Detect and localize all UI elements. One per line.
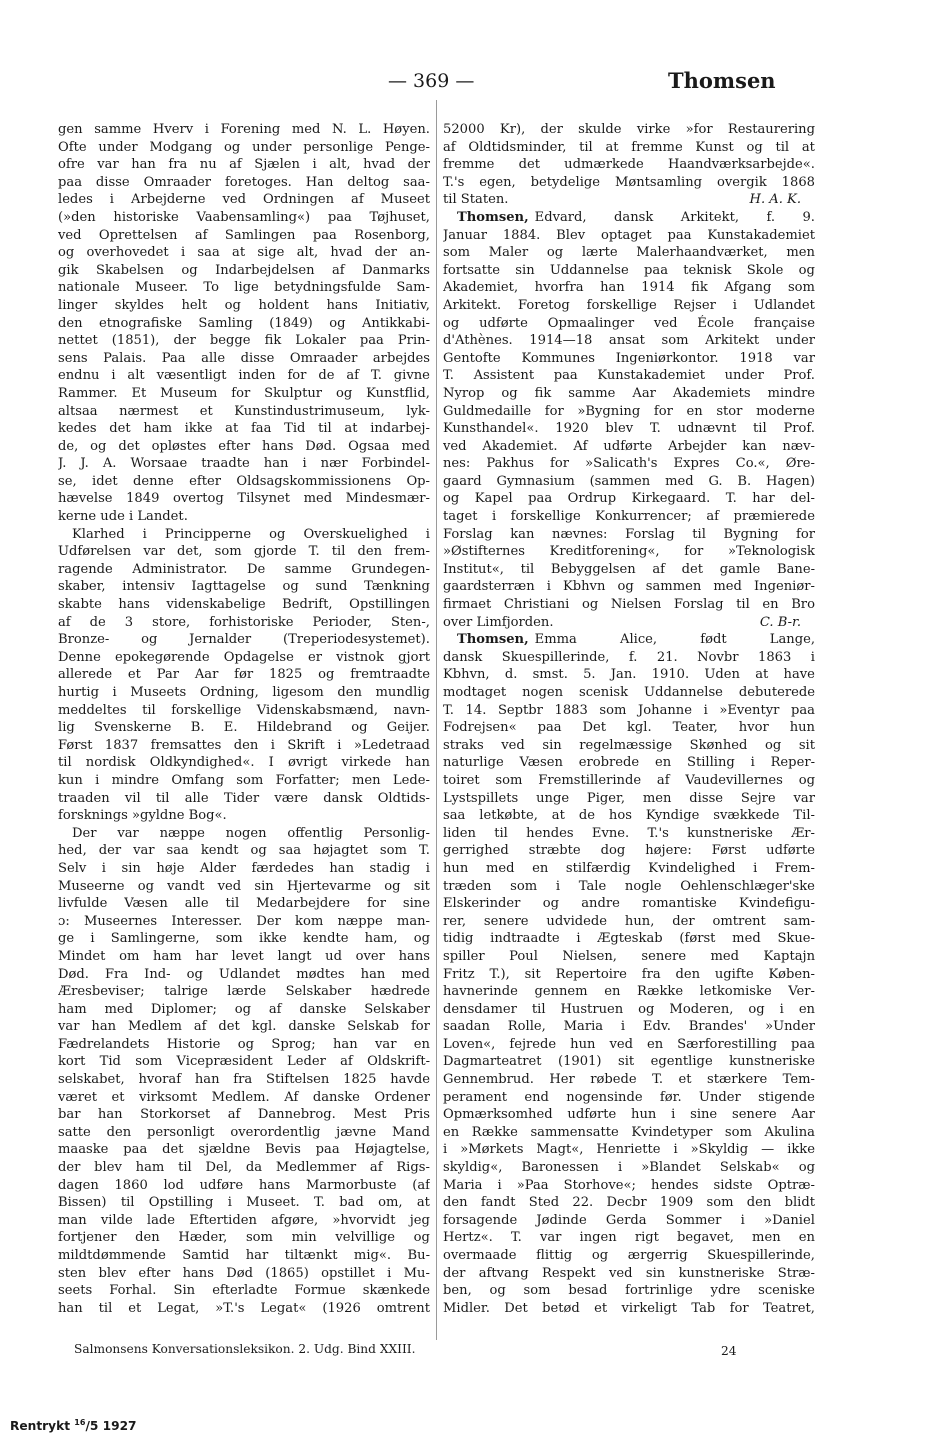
text-line <box>443 297 815 315</box>
line-text: Forslag kan nævnes: Forslag til Bygning for <box>443 526 815 542</box>
text-line <box>58 790 430 808</box>
line-text: havnerinde gennem en Række letkomiske Ver- <box>443 984 815 1000</box>
line-text: Der var næppe nogen offentlig Personlig- <box>72 825 430 841</box>
text-line <box>443 684 815 702</box>
text-line <box>443 983 815 1001</box>
author-signature: H. A. K. <box>749 192 801 208</box>
text-line <box>443 631 815 649</box>
reprint-day: 16 <box>74 1418 86 1427</box>
line-text: var han Medlem af det kgl. danske Selskab for <box>58 1019 430 1035</box>
text-line <box>58 614 430 632</box>
text-line <box>443 1159 815 1177</box>
text-line <box>443 174 815 192</box>
reprint-label: Rentrykt <box>10 1419 71 1434</box>
line-text: livfulde Væsen alle til Medarbejdere for sine <box>58 896 430 912</box>
text-line <box>443 666 815 684</box>
line-text: Gentofte Kommunes Ingeniørkontor. 1918 var <box>443 350 815 366</box>
text-line <box>58 596 430 614</box>
reprint-note <box>10 1418 137 1433</box>
text-line <box>58 1001 430 1019</box>
text-line <box>443 227 815 245</box>
line-text: der aftvang Respekt ved sin kunstneriske Stræ- <box>443 1265 815 1281</box>
line-text: sten blev efter hans Død (1865) opstillet i Mu- <box>58 1265 430 1281</box>
line-text: Nyrop og fik samme Aar Akademiets mindre <box>443 385 815 401</box>
line-text: naturlige Væsen erobrede en Stilling i Reper- <box>443 755 815 771</box>
line-text: Død. Fra Ind- og Udlandet mødtes han med <box>58 966 430 982</box>
line-text: fremme det udmærkede Haandværksarbejde«. <box>443 157 815 173</box>
line-text: Kunsthandel«. 1920 blev T. udnævnt til Prof. <box>443 421 815 437</box>
text-line <box>58 332 430 350</box>
text-line <box>58 1212 430 1230</box>
text-line <box>443 1282 815 1300</box>
line-text: kort Tid som Vicepræsident Leder af Oldskrift- <box>58 1054 430 1070</box>
line-text: satte den personligt overordentlig jævne Mand <box>58 1124 430 1140</box>
line-text: mildtdømmende Samtid har tiltænkt mig«. Bu- <box>58 1248 430 1263</box>
text-line <box>58 244 430 262</box>
text-line <box>443 1265 815 1283</box>
line-text: Edvard, dansk Arkitekt, f. 9. <box>534 209 815 225</box>
line-text: Denne epokegørende Opdagelse er vistnok gjort <box>58 649 430 665</box>
text-line <box>443 455 815 473</box>
left-column <box>58 121 430 1317</box>
text-line <box>443 649 815 667</box>
line-text: dansk Skuespillerinde, f. 21. Novbr 1863 i <box>443 649 815 665</box>
text-line <box>443 790 815 808</box>
text-line <box>58 1194 430 1212</box>
headword: Thomsen, <box>457 632 529 648</box>
headword: Thomsen, <box>457 209 529 225</box>
line-text: seets Forhal. Sin efterladte Formue skænkede <box>58 1283 430 1299</box>
text-line <box>58 649 430 667</box>
text-line <box>58 1141 430 1159</box>
line-text: Bissen) til Opstilling i Museet. T. bad om, at <box>58 1195 430 1211</box>
text-line <box>58 878 430 896</box>
line-text: gaard Gymnasium (sammen med G. B. Hagen) <box>443 473 815 489</box>
text-line <box>58 350 430 368</box>
text-line <box>58 385 430 403</box>
line-text: ved Oprettelsen af Samlingen paa Rosenborg, <box>58 227 430 243</box>
text-line <box>443 139 815 157</box>
text-line <box>443 332 815 350</box>
line-text: som Maler og lærte Malerhaandværket, men <box>443 245 815 261</box>
text-line <box>58 367 430 385</box>
line-text: rer, senere udvidede hun, der omtrent sam- <box>443 913 815 929</box>
line-text: lig Svenskerne B. E. Hildebrand og Geijer. <box>58 720 430 736</box>
text-line <box>443 350 815 368</box>
text-line <box>58 930 430 948</box>
text-line <box>58 578 430 596</box>
line-text: været et virksomt Medlem. Af danske Ordener <box>58 1089 430 1105</box>
text-line <box>58 455 430 473</box>
line-text: ben, og som besad fortrinlige ydre sceniske <box>443 1283 815 1299</box>
text-line <box>58 227 430 245</box>
text-line <box>443 1300 815 1318</box>
text-line <box>443 1177 815 1195</box>
line-text: Selv i sin høje Alder færdedes han stadig i <box>58 860 430 876</box>
text-line <box>443 156 815 174</box>
line-text: ofre var han fra nu af Sjælen i alt, hvad der <box>58 157 430 173</box>
text-line <box>443 825 815 843</box>
text-line <box>58 702 430 720</box>
right-column <box>443 121 815 1317</box>
text-line <box>58 842 430 860</box>
text-line <box>443 244 815 262</box>
text-line <box>58 983 430 1001</box>
footer-publication: Salmonsens Konversationsleksikon. 2. Udg. Bind XXIII. <box>74 1342 416 1356</box>
line-text: Loven«, fejrede hun ved en Særforestilling paa <box>443 1036 815 1052</box>
text-line <box>58 438 430 456</box>
line-text: til nordisk Oldkyndighed«. I øvrigt virkede han <box>58 755 430 771</box>
text-line <box>58 543 430 561</box>
text-line <box>58 403 430 421</box>
line-text: T. 14. Septbr 1883 som Johanne i »Eventyr paa <box>443 702 815 718</box>
text-line <box>443 403 815 421</box>
text-line <box>443 262 815 280</box>
text-line <box>58 895 430 913</box>
text-line <box>58 209 430 227</box>
text-line <box>443 930 815 948</box>
text-line <box>443 121 815 139</box>
line-text: Udførelsen var det, som gjorde T. til den frem- <box>58 544 430 560</box>
line-text: T. Assistent paa Kunstakademiet under Prof. <box>443 368 815 384</box>
line-text: Mindet om ham har levet langt ud over hans <box>58 948 430 964</box>
text-line <box>443 966 815 984</box>
text-line <box>58 1053 430 1071</box>
text-line <box>443 1212 815 1230</box>
line-text: Rammer. Et Museum for Skulptur og Kunstflid, <box>58 385 430 401</box>
line-text: Fritz T.), sit Repertoire fra den ugifte Køben- <box>443 966 815 982</box>
line-text: Klarhed i Principperne og Overskuelighed i <box>72 526 430 542</box>
line-text: J. J. A. Worsaae traadte han i nær Forbindel- <box>58 456 430 472</box>
text-line <box>443 1194 815 1212</box>
text-line <box>443 508 815 526</box>
line-text: saadan Rolle, Maria i Edv. Brandes' »Under <box>443 1019 815 1035</box>
text-line <box>443 702 815 720</box>
line-text: straks ved sin regelmæssige Skønhed og sit <box>443 737 815 753</box>
line-text: Opmærksomhed udførte hun i sine senere Aar <box>443 1107 815 1123</box>
text-line <box>443 1053 815 1071</box>
page-number: — 369 — <box>388 70 475 92</box>
line-text: Maria i »Paa Storhove«; hendes sidste Optræ- <box>443 1177 815 1193</box>
text-line <box>58 666 430 684</box>
line-text: perament end nogensinde før. Under stigende <box>443 1089 815 1105</box>
text-line <box>443 737 815 755</box>
line-text: Arkitekt. Foretog forskellige Rejser i Udlandet <box>443 297 815 313</box>
text-line <box>58 737 430 755</box>
line-text: en Række sammensatte Kvindetyper som Akulina <box>443 1124 815 1140</box>
line-text: selskabet, hvoraf han fra Stiftelsen 1825 havde <box>58 1072 430 1088</box>
text-line <box>443 438 815 456</box>
line-text: meddeltes til forskellige Videnskabsmænd, navn- <box>58 702 430 718</box>
text-line <box>58 948 430 966</box>
text-line <box>58 966 430 984</box>
line-text: til Staten. <box>443 192 509 208</box>
text-line <box>58 1071 430 1089</box>
text-line <box>443 1036 815 1054</box>
line-text: hurtig i Museets Ordning, ligesom den mundlig <box>58 685 430 700</box>
line-text: Fodrejsen« paa Det kgl. Teater, hvor hun <box>443 720 815 736</box>
column-rule <box>436 100 437 1340</box>
line-text: og udførte Opmaalinger ved École française <box>443 315 815 331</box>
line-text: man vilde lade Eftertiden afgøre, »hvorvidt jeg <box>58 1212 430 1228</box>
text-line <box>58 1282 430 1300</box>
text-line <box>58 860 430 878</box>
line-text: altsaa nærmest et Kunstindustrimuseum, lyk- <box>58 403 430 419</box>
line-text: bar han Storkorset af Dannebrog. Mest Pris <box>58 1107 430 1123</box>
line-text: sens Palais. Paa alle disse Omraader arbejdes <box>58 350 430 366</box>
text-line <box>58 174 430 192</box>
text-line <box>58 490 430 508</box>
line-text: 52000 Kr), der skulde virke »for Restaurering <box>443 122 815 137</box>
text-line <box>58 191 430 209</box>
line-text: den fandt Sted 22. Decbr 1909 som den blidt <box>443 1195 815 1211</box>
line-text: nationale Museer. To lige betydningsfulde Sam- <box>58 280 430 296</box>
text-line <box>443 315 815 333</box>
line-text: »Østifternes Kreditforening«, for »Teknologisk <box>443 544 815 560</box>
text-line <box>443 807 815 825</box>
line-text: ved Akademiet. Af udførte Arbejder kan næv- <box>443 438 815 454</box>
line-text: kerne ude i Landet. <box>58 509 188 525</box>
text-line <box>58 807 430 825</box>
text-line <box>58 279 430 297</box>
line-text: Emma Alice, født Lange, <box>534 632 815 648</box>
text-line <box>58 561 430 579</box>
line-text: fortsatte sin Uddannelse paa teknisk Skole og <box>443 262 815 278</box>
line-text: Midler. Det betød et virkeligt Tab for Teatret, <box>443 1300 815 1316</box>
text-line <box>443 279 815 297</box>
line-text: kedes det ham ikke at faa Tid til at indarbej- <box>58 421 430 437</box>
text-line <box>443 1071 815 1089</box>
line-text: og overhovedet i saa at sige alt, hvad der an- <box>58 245 430 261</box>
text-line <box>443 1106 815 1124</box>
text-line <box>58 772 430 790</box>
text-line <box>58 526 430 544</box>
text-line <box>443 754 815 772</box>
line-text: tidig indtraadte i Ægteskab (først med Skue- <box>443 931 815 947</box>
running-head: Thomsen <box>668 68 776 93</box>
text-line <box>443 1018 815 1036</box>
text-line <box>443 878 815 896</box>
line-text: Elskerinder og andre romantiske Kvindefigu- <box>443 896 815 912</box>
line-text: de, og det opløstes efter hans Død. Ogsaa med <box>58 438 430 454</box>
line-text: spiller Poul Nielsen, senere med Kaptajn <box>443 948 815 964</box>
text-line <box>58 1300 430 1318</box>
line-text: Institut«, til Bebyggelsen af det gamle Bane- <box>443 561 815 577</box>
line-text: ledes i Arbejderne ved Ordningen af Museet <box>58 192 430 208</box>
line-text: gik Skabelsen og Indarbejdelsen af Danmarks <box>58 262 430 278</box>
line-text: af de 3 store, forhistoriske Perioder, Sten-, <box>58 614 430 630</box>
line-text: træden som i Tale nogle Oehlenschlæger'ske <box>443 878 815 894</box>
text-line <box>443 526 815 544</box>
text-line <box>58 1229 430 1247</box>
line-text: i »Mørkets Magt«, Henriette i »Skyldig — ikke <box>443 1142 815 1158</box>
line-text: gaardsterræn i Kbhvn og sammen med Ingeniør- <box>443 579 815 595</box>
line-text: over Limfjorden. <box>443 614 554 630</box>
line-text: densdamer til Hustruen og Moderen, og i en <box>443 1001 815 1017</box>
text-line <box>58 1177 430 1195</box>
text-line <box>443 1229 815 1247</box>
text-line <box>443 1141 815 1159</box>
line-text: den etnografiske Samling (1849) og Antikkabi- <box>58 315 430 331</box>
text-line <box>58 1106 430 1124</box>
line-text: firmaet Christiani og Nielsen Forslag til en Bro <box>443 597 815 613</box>
text-line <box>443 543 815 561</box>
line-text: gerrighed stræbte dog højere: Først udførte <box>443 843 815 859</box>
line-text: skyldig«, Baronessen i »Blandet Selskab« og <box>443 1160 815 1176</box>
line-text: Bronze- og Jernalder (Treperiodesystemet). <box>58 632 430 648</box>
line-text: d'Athènes. 1914—18 ansat som Arkitekt under <box>443 333 815 349</box>
line-text: Først 1837 fremsattes den i Skrift i »Ledetraad <box>58 737 430 753</box>
line-text: ge i Samlingerne, som ikke kendte ham, og <box>58 931 430 947</box>
line-text: forsagende Jødinde Gerda Sommer i »Daniel <box>443 1212 815 1228</box>
text-line <box>58 156 430 174</box>
line-text: Lystspillets unge Piger, men disse Sejre var <box>443 790 815 806</box>
line-text: af Oldtidsminder, til at fremme Kunst og til at <box>443 139 815 155</box>
text-line <box>443 948 815 966</box>
line-text: Hertz«. T. var ingen rigt begavet, men en <box>443 1230 815 1246</box>
text-line <box>58 121 430 139</box>
text-line <box>443 1124 815 1142</box>
text-line <box>58 913 430 931</box>
text-line <box>443 420 815 438</box>
text-line <box>443 860 815 878</box>
line-text: hun med en stilfærdig Kvindelighed i Frem- <box>443 860 815 876</box>
text-line <box>443 367 815 385</box>
line-text: Januar 1884. Blev optaget paa Kunstakademiet <box>443 227 815 243</box>
text-line <box>443 209 815 227</box>
line-text: han til et Legat, »T.'s Legat« (1926 omtrent <box>58 1300 430 1316</box>
line-text: toiret som Fremstillerinde af Vaudevillernes og <box>443 772 815 788</box>
line-text: Ofte under Modgang og under personlige Penge- <box>58 139 430 155</box>
line-text: Kbhvn, d. smst. 5. Jan. 1910. Uden at have <box>443 667 815 683</box>
text-line <box>443 191 815 209</box>
line-text: hed, der var saa kendt og saa højagtet som T. <box>58 843 430 859</box>
text-line <box>58 1159 430 1177</box>
text-line <box>443 895 815 913</box>
text-line <box>58 297 430 315</box>
line-text: dagen 1860 lod udføre hans Marmorbuste (af <box>58 1177 430 1193</box>
line-text: liden til hendes Evne. T.'s kunstneriske Ær- <box>443 825 815 841</box>
text-line <box>58 508 430 526</box>
line-text: (»den historiske Vaabensamling«) paa Tøjhuset, <box>58 209 430 225</box>
line-text: Gennembrud. Her røbede T. et stærkere Tem- <box>443 1072 815 1088</box>
text-line <box>443 490 815 508</box>
text-line <box>443 913 815 931</box>
text-line <box>58 719 430 737</box>
line-text: endnu i alt væsentligt inden for de af T. givne <box>58 368 430 384</box>
line-text: traaden vil til alle Tider være dansk Oldtids- <box>58 790 430 806</box>
line-text: ham med Diplomer; og af danske Selskaber <box>58 1001 430 1017</box>
line-text: overmaade flittig og ærgerrig Skuespillerinde, <box>443 1248 815 1263</box>
line-text: modtaget nogen scenisk Uddannelse debuterede <box>443 685 815 700</box>
text-line <box>58 1018 430 1036</box>
text-line <box>58 1089 430 1107</box>
text-line <box>58 139 430 157</box>
text-line <box>443 561 815 579</box>
line-text: Akademiet, hvorfra han 1914 fik Afgang som <box>443 280 815 296</box>
text-line <box>58 1036 430 1054</box>
line-text: T.'s egen, betydelige Møntsamling overgik 1868 <box>443 174 815 190</box>
line-text: kun i mindre Omfang som Forfatter; men Lede- <box>58 772 430 788</box>
text-line <box>58 684 430 702</box>
line-text: allerede et Par Aar før 1825 og fremtraadte <box>58 667 430 683</box>
line-text: Museerne og vandt ved sin Hjertevarme og sit <box>58 878 430 894</box>
text-line <box>443 1247 815 1265</box>
text-line <box>58 262 430 280</box>
text-line <box>443 1089 815 1107</box>
line-text: nes: Pakhus for »Salicath's Expres Co.«, Øre- <box>443 456 815 472</box>
line-text: nettet (1851), der begge fik Lokaler paa Prin- <box>58 333 430 349</box>
line-text: hævelse 1849 overtog Tilsynet med Mindesmær- <box>58 491 430 507</box>
text-line <box>58 754 430 772</box>
text-line <box>58 825 430 843</box>
text-line <box>58 631 430 649</box>
line-text: ragende Administrator. De samme Grundegen- <box>58 561 430 577</box>
line-text: taget i forskellige Konkurrencer; af præmierede <box>443 509 815 525</box>
text-line <box>58 1247 430 1265</box>
line-text: se, idet denne efter Oldsagskommissionens Op- <box>58 473 430 489</box>
line-text: og Kapel paa Ordrup Kirkegaard. T. har del- <box>443 491 815 507</box>
reprint-rest: /5 1927 <box>85 1419 137 1434</box>
text-line <box>443 614 815 632</box>
line-text: saa letkøbte, at de hos Kyndige svækkede Til- <box>443 808 815 824</box>
line-text: maaske paa det sjældne Bevis paa Højagtelse, <box>58 1142 430 1158</box>
text-line <box>58 420 430 438</box>
line-text: Fædrelandets Historie og Sprog; han var en <box>58 1036 430 1052</box>
line-text: Guldmedaille for »Bygning for en stor moderne <box>443 403 815 419</box>
line-text: skaber, intensiv Iagttagelse og sund Tænkning <box>58 579 430 595</box>
text-line <box>443 473 815 491</box>
line-text: paa disse Omraader foretoges. Han deltog saa- <box>58 174 430 190</box>
author-signature: C. B-r. <box>759 614 801 630</box>
text-line <box>443 385 815 403</box>
line-text: skabte hans videnskabelige Bedrift, Opstillingen <box>58 597 430 613</box>
text-line <box>443 719 815 737</box>
line-text: fortjener den Hæder, som min velvillige og <box>58 1230 430 1246</box>
line-text: Æresbeviser; talrige lærde Selskaber hædrede <box>58 984 430 1000</box>
text-line <box>58 473 430 491</box>
text-line <box>443 1001 815 1019</box>
text-line <box>443 578 815 596</box>
line-text: linger skyldes helt og holdent hans Initiativ, <box>58 297 430 313</box>
text-line <box>58 1265 430 1283</box>
text-line <box>443 772 815 790</box>
text-line <box>443 596 815 614</box>
footer-signature-mark: 24 <box>721 1344 737 1358</box>
line-text: ɔ: Museernes Interesser. Der kom næppe man- <box>58 913 430 929</box>
text-line <box>58 315 430 333</box>
text-line <box>58 1124 430 1142</box>
line-text: Dagmarteatret (1901) sit egentlige kunstneriske <box>443 1054 815 1070</box>
line-text: der blev ham til Del, da Medlemmer af Rigs- <box>58 1160 430 1176</box>
line-text: gen samme Hverv i Forening med N. L. Høyen. <box>58 122 430 137</box>
text-line <box>443 842 815 860</box>
line-text: forsknings »gyldne Bog«. <box>58 808 227 824</box>
